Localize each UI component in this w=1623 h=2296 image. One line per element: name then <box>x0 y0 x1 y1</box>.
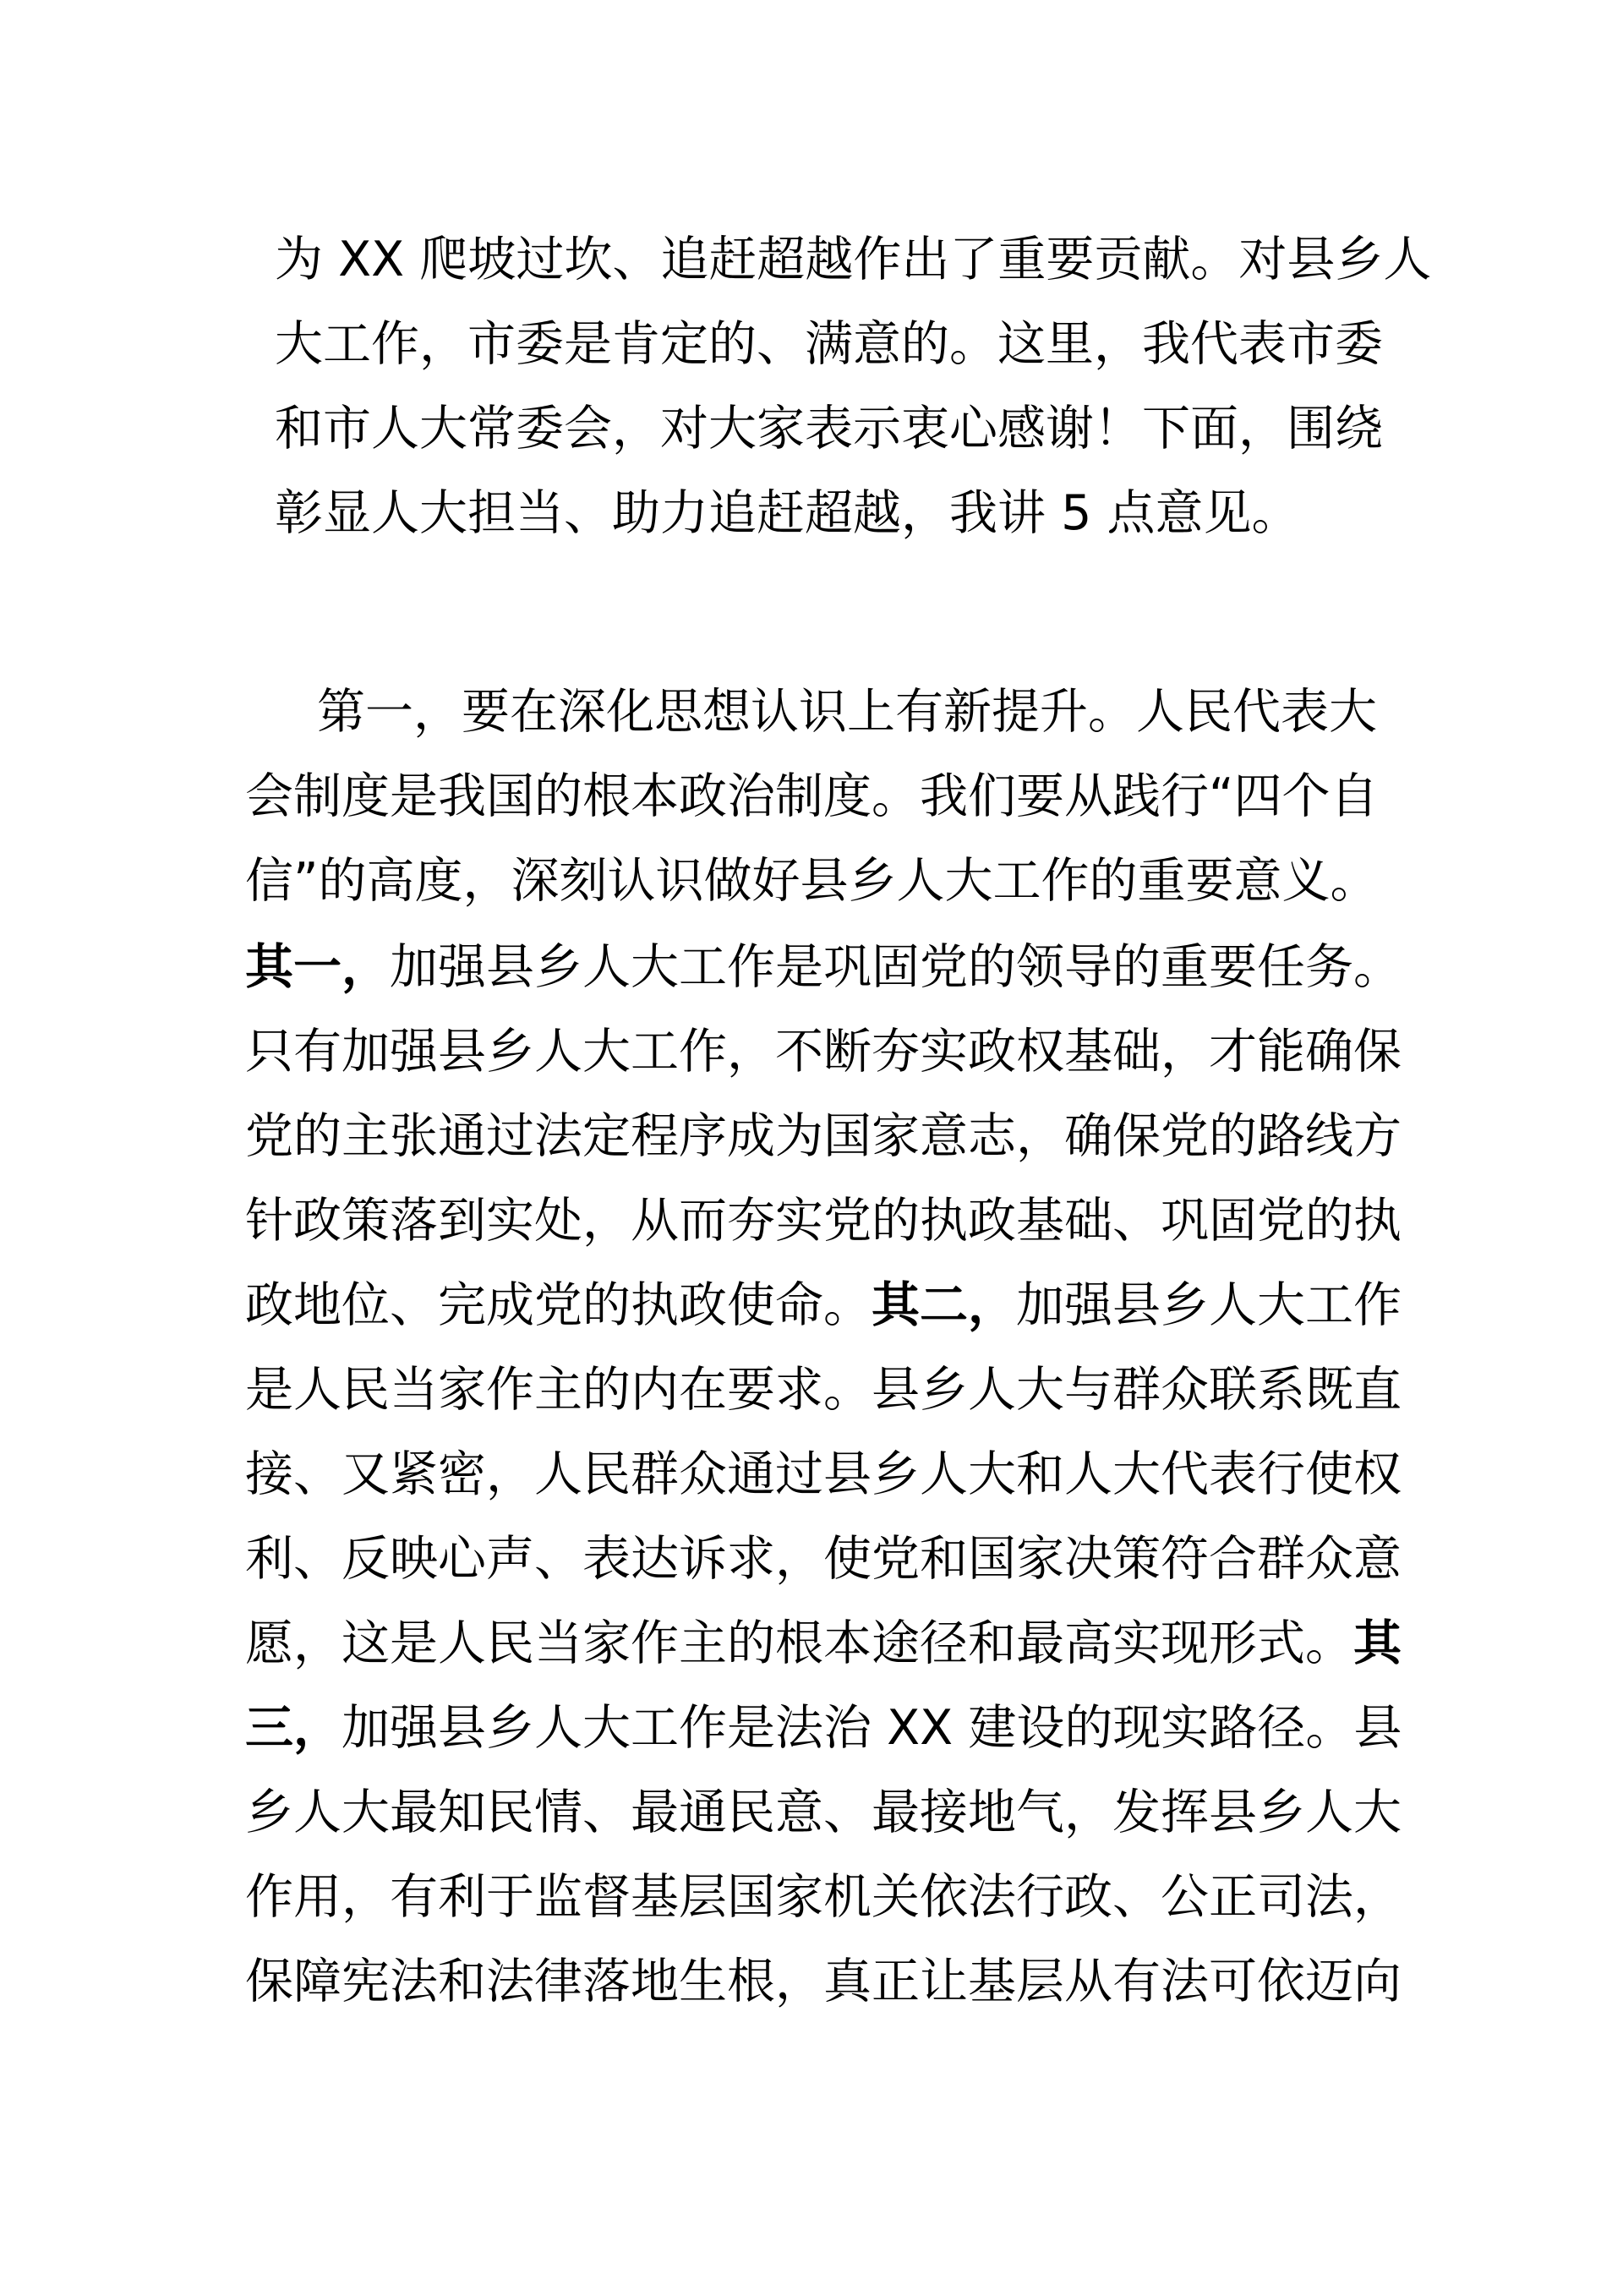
paragraph2-line-7: 针政策落到实处，从而夯实党的执政基础、巩固党的执 <box>245 1193 1402 1249</box>
paragraph1-line-1: 为 XX 爬坡过坎、追赶超越作出了重要贡献。对县乡人 <box>275 232 1432 287</box>
paragraph2-line-3: 信”的高度，深刻认识做好县乡人大工作的重要意义。 <box>245 853 1379 909</box>
paragraph2-line-14: 乡人大最知民情、最通民意、最接地气，发挥县乡人大 <box>245 1785 1402 1840</box>
paragraph2-line-12-start: 愿，这是人民当家作主的根本途径和最高实现形式。 <box>245 1615 1353 1671</box>
bold-marker-second: 其二， <box>872 1277 1016 1333</box>
bold-marker-third-part1: 其 <box>1353 1615 1402 1671</box>
paragraph2-line-11: 利、反映心声、表达诉求，使党和国家决策符合群众意 <box>245 1531 1402 1587</box>
paragraph2-line-10: 接、又紧密，人民群众通过县乡人大和人大代表行使权 <box>245 1446 1402 1502</box>
paragraph1-line-3: 和市人大常委会，对大家表示衷心感谢！下面，围绕 <box>275 401 1383 456</box>
paragraph2-line-1: 第一，要在深化思想认识上有新提升。人民代表大 <box>317 684 1377 740</box>
paragraph2-line-16: 保障宪法和法律落地生根，真正让基层从有法可依迈向 <box>245 1954 1402 2009</box>
paragraph2-line-12 <box>245 1601 1402 1686</box>
bold-marker-first: 其一， <box>245 939 390 995</box>
paragraph2-line-4 <box>245 925 1402 1009</box>
paragraph2-line-13 <box>245 1686 1402 1770</box>
paragraph1-line-2: 大工作，市委是肯定的、满意的。这里，我代表市委 <box>275 316 1383 372</box>
paragraph2-line-8-rest: 加强县乡人大工作 <box>1016 1277 1402 1333</box>
paragraph2-line-5: 只有加强县乡人大工作，不断夯实政权基础，才能确保 <box>245 1024 1402 1080</box>
paragraph2-line-6: 党的主张通过法定程序成为国家意志，确保党的路线方 <box>245 1108 1402 1164</box>
paragraph2-line-2: 会制度是我国的根本政治制度。我们要从践行“四个自 <box>245 768 1379 824</box>
bold-marker-third-part2: 三， <box>245 1700 342 1756</box>
paragraph2-line-4-text: 加强县乡人大工作是巩固党的领导的重要任务。 <box>390 939 1402 995</box>
paragraph2-line-8 <box>245 1263 1402 1348</box>
paragraph1-line-4: 彰显人大担当、助力追赶超越，我讲 5 点意见。 <box>275 485 1300 541</box>
paragraph2-line-9: 是人民当家作主的内在要求。县乡人大与群众联系既直 <box>245 1362 1402 1418</box>
paragraph2-line-15: 作用，有利于监督基层国家机关依法行政、公正司法， <box>245 1869 1402 1925</box>
paragraph2-line-8-start: 政地位、完成党的执政使命。 <box>245 1277 872 1333</box>
paragraph2-line-13-rest: 加强县乡人大工作是法治 XX 建设的现实路径。县 <box>342 1700 1402 1756</box>
